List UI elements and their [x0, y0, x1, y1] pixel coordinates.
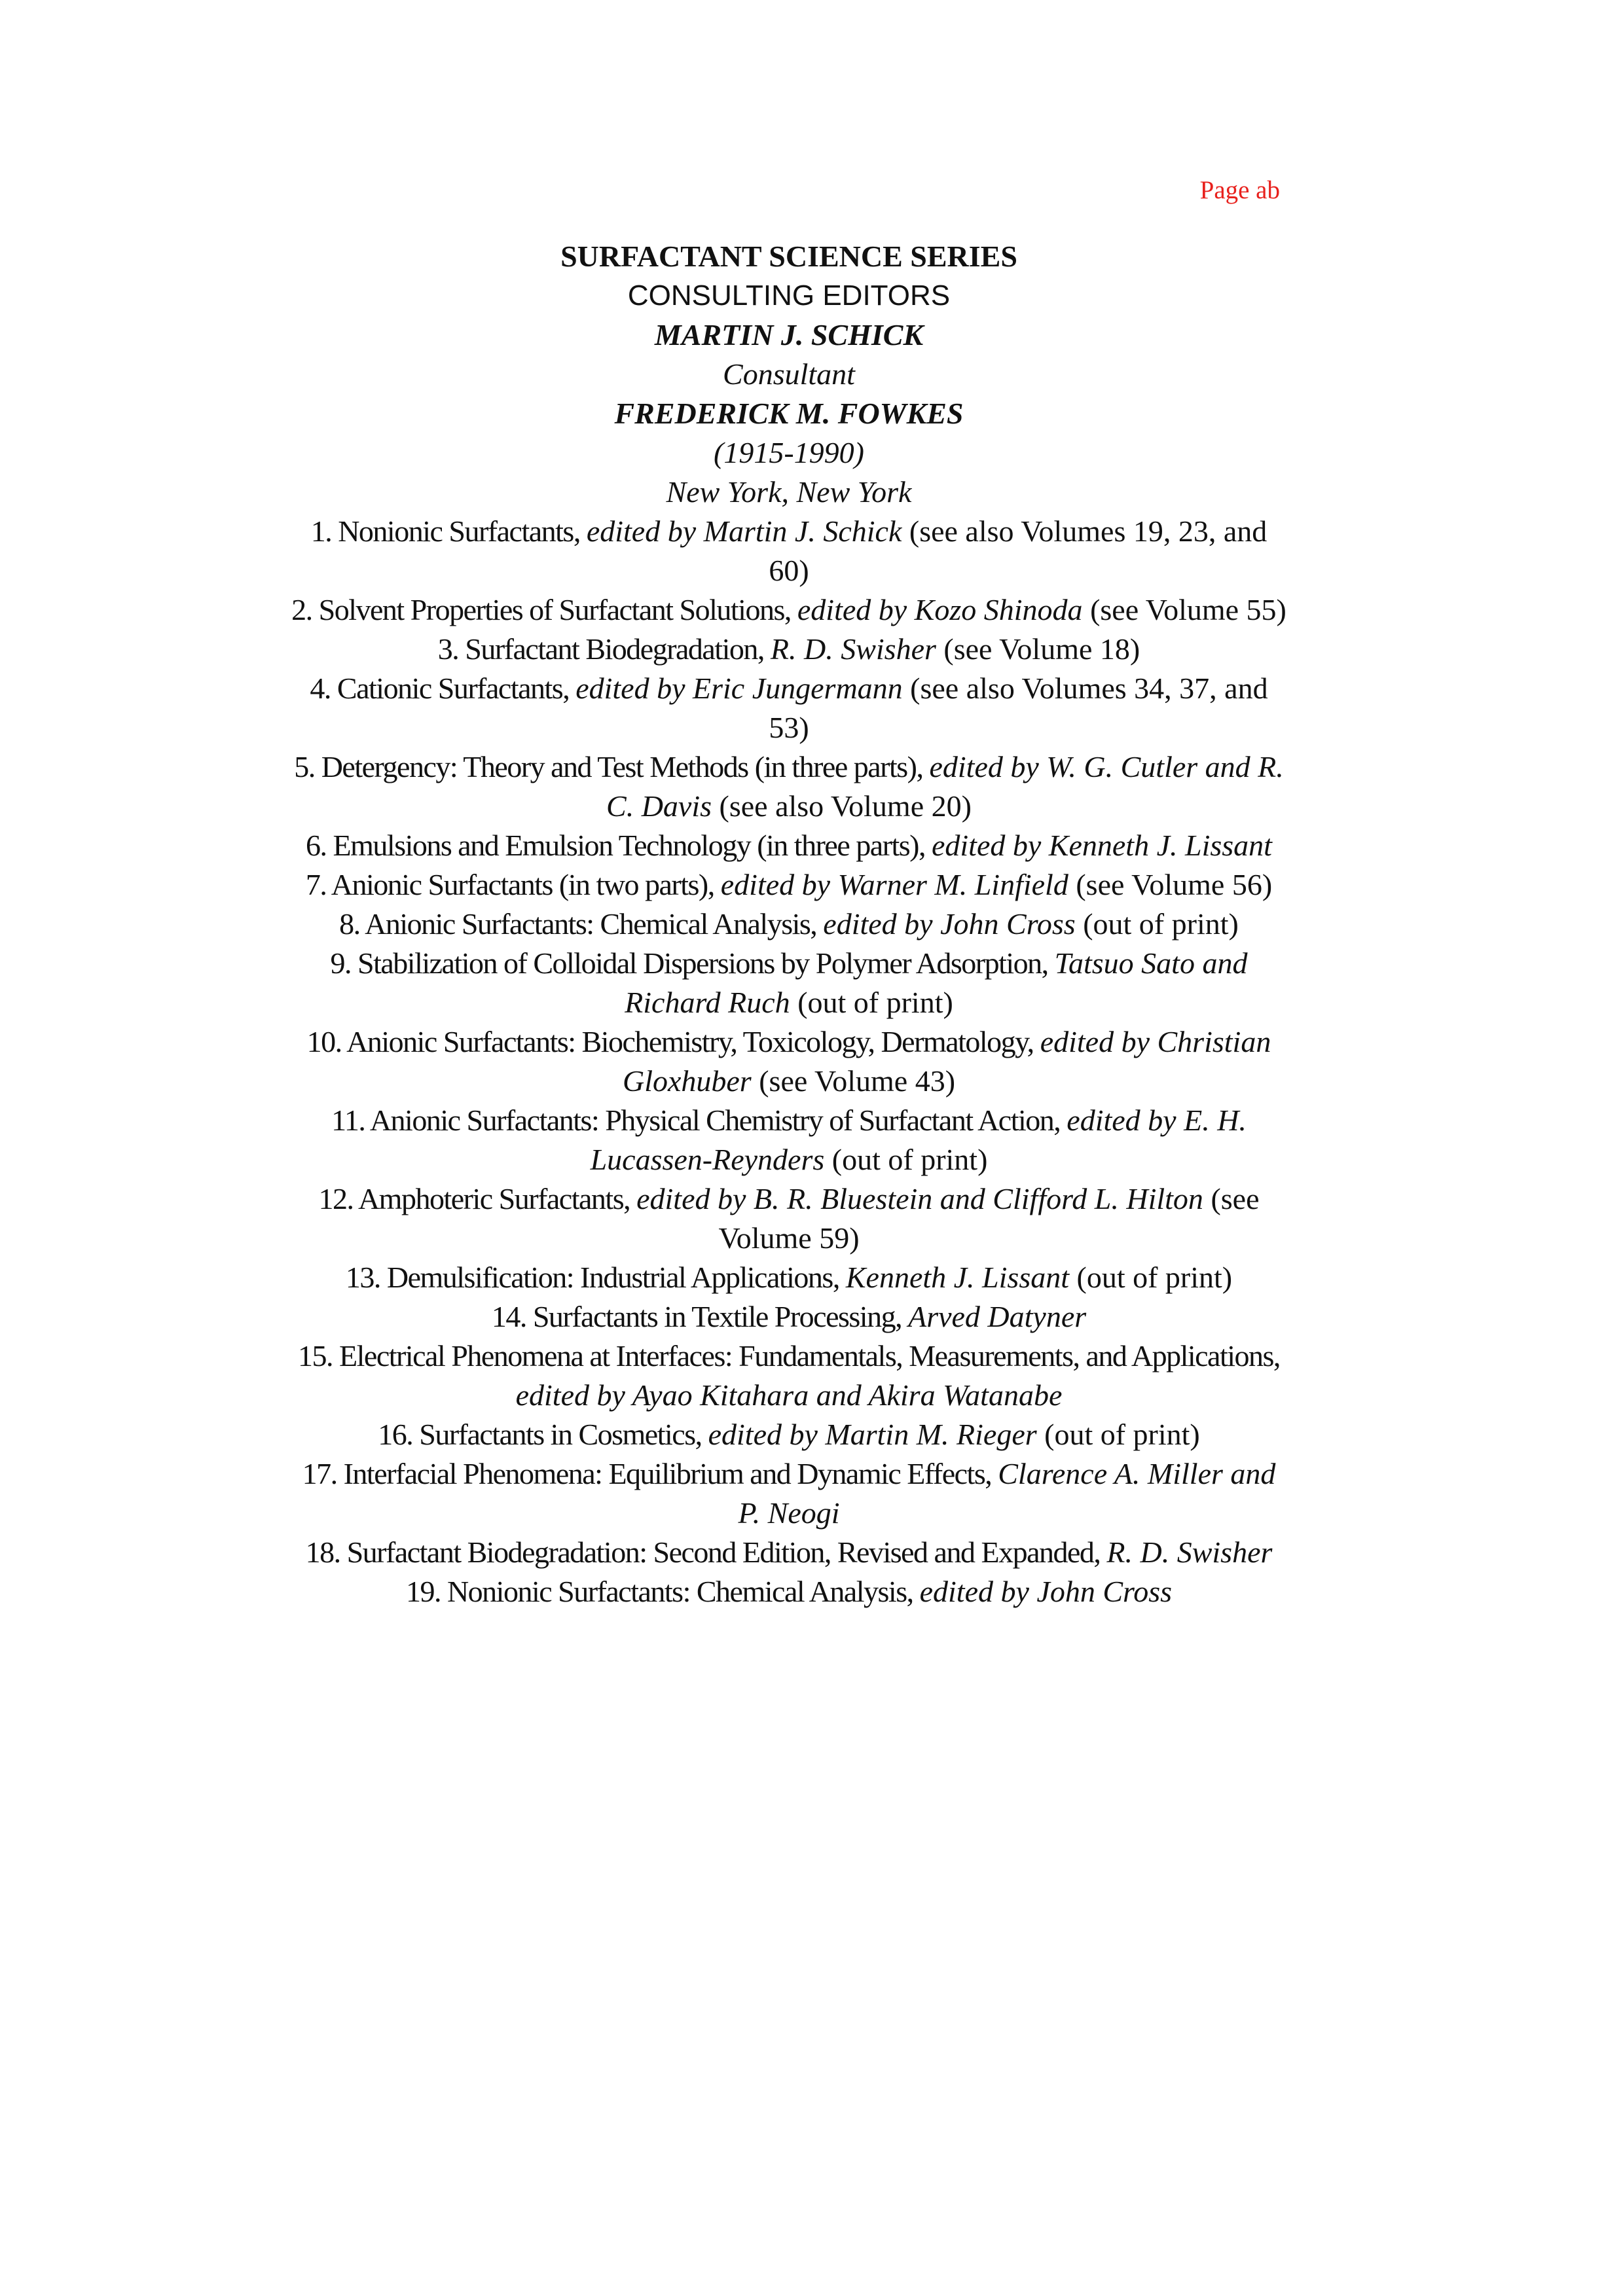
editor-name-schick: MARTIN J. SCHICK — [654, 318, 924, 351]
volume-note: (see also Volumes 34, 37, and 53) — [769, 672, 1268, 744]
volume-note: (see Volume 59) — [718, 1182, 1260, 1255]
volume-editor: edited by Eric Jungermann — [575, 672, 903, 705]
volume-note: (see Volume 55) — [1082, 593, 1286, 626]
volume-editor: edited by Kenneth J. Lissant — [931, 829, 1272, 862]
volume-title: 5. Detergency: Theory and Test Methods (in three parts), — [294, 750, 930, 783]
volume-entry — [291, 905, 1286, 944]
volume-editor: edited by John Cross — [919, 1575, 1173, 1608]
volume-entry — [291, 512, 1286, 590]
volume-editor: edited by Kozo Shinoda — [797, 593, 1083, 626]
volume-title: 11. Anionic Surfactants: Physical Chemistry of Surfactant Action, — [331, 1103, 1067, 1137]
volume-title: 1. Nonionic Surfactants, — [310, 514, 587, 548]
volume-title: 17. Interfacial Phenomena: Equilibrium and Dynamic Effects, — [302, 1457, 998, 1490]
volume-entry — [291, 1415, 1286, 1454]
volume-note: (see also Volumes 19, 23, and 60) — [769, 514, 1267, 587]
volume-entry — [291, 1572, 1286, 1611]
volume-entry — [291, 944, 1286, 1022]
volume-editor: Kenneth J. Lissant — [845, 1261, 1070, 1294]
volume-editor: R. D. Swisher — [1106, 1535, 1273, 1569]
volume-title: 19. Nonionic Surfactants: Chemical Analysis, — [405, 1575, 920, 1608]
volume-note: (see also Volume 20) — [712, 789, 972, 823]
editor-name-fowkes: FREDERICK M. FOWKES — [614, 397, 964, 430]
editor-location: New York, New York — [666, 475, 912, 509]
volume-title: 2. Solvent Properties of Surfactant Solutions, — [291, 593, 797, 626]
volume-entry — [291, 1454, 1286, 1533]
series-title: SURFACTANT SCIENCE SERIES — [560, 240, 1017, 273]
volume-title: 15. Electrical Phenomena at Interfaces: Fundamentals, Measurements, and Applications, — [298, 1339, 1280, 1372]
volume-title: 10. Anionic Surfactants: Biochemistry, Toxicology, Dermatology, — [306, 1025, 1040, 1058]
volume-editor: edited by John Cross — [823, 907, 1076, 941]
volume-entry — [291, 1179, 1286, 1258]
volume-entry — [291, 826, 1286, 865]
volume-title: 12. Amphoteric Surfactants, — [318, 1182, 637, 1215]
volume-entry — [291, 1022, 1286, 1101]
volume-note: (out of print) — [824, 1143, 988, 1176]
volume-editor: edited by Martin M. Rieger — [708, 1418, 1037, 1451]
volume-editor: Clarence A. Miller and P. Neogi — [738, 1457, 1276, 1530]
volume-entry — [291, 1533, 1286, 1572]
volume-list — [291, 512, 1286, 1611]
volume-title: 6. Emulsions and Emulsion Technology (in three parts), — [306, 829, 932, 862]
consulting-editors-label: CONSULTING EDITORS — [627, 279, 951, 312]
volume-editor: R. D. Swisher — [770, 632, 936, 666]
volume-editor: edited by Martin J. Schick — [586, 514, 902, 548]
volume-entry — [291, 865, 1286, 905]
volume-title: 18. Surfactant Biodegradation: Second Edition, Revised and Expanded, — [305, 1535, 1107, 1569]
volume-entry — [291, 1297, 1286, 1336]
volume-editor: edited by Ayao Kitahara and Akira Watanabe — [515, 1378, 1063, 1412]
series-page — [291, 237, 1286, 1611]
volume-entry — [291, 630, 1286, 669]
volume-entry — [291, 590, 1286, 630]
volume-title: 16. Surfactants in Cosmetics, — [378, 1418, 708, 1451]
volume-title: 14. Surfactants in Textile Processing, — [491, 1300, 909, 1333]
volume-entry — [291, 1336, 1286, 1415]
volume-entry — [291, 747, 1286, 826]
editor-dates-fowkes: (1915-1990) — [714, 436, 864, 469]
volume-title: 3. Surfactant Biodegradation, — [437, 632, 771, 666]
editor-role-consultant: Consultant — [723, 357, 855, 391]
volume-note: (out of print) — [1036, 1418, 1200, 1451]
volume-note: (see Volume 43) — [751, 1064, 956, 1098]
volume-title: 4. Cationic Surfactants, — [310, 672, 576, 705]
volume-entry — [291, 669, 1286, 747]
volume-entry — [291, 1258, 1286, 1297]
volume-editor: edited by Warner M. Linfield — [720, 868, 1068, 901]
volume-note: (see Volume 56) — [1068, 868, 1273, 901]
volume-editor: Arved Datyner — [908, 1300, 1087, 1333]
volume-note: (out of print) — [790, 986, 953, 1019]
volume-note: (see Volume 18) — [936, 632, 1140, 666]
volume-note: (out of print) — [1075, 907, 1239, 941]
volume-title: 7. Anionic Surfactants (in two parts), — [305, 868, 721, 901]
volume-editor: edited by W. G. Cutler and R. C. Davis — [606, 750, 1284, 823]
volume-note: (out of print) — [1069, 1261, 1233, 1294]
volume-editor: edited by Christian Gloxhuber — [622, 1025, 1271, 1098]
volume-entry — [291, 1101, 1286, 1179]
volume-title: 9. Stabilization of Colloidal Dispersions by Polymer Adsorption, — [330, 946, 1055, 980]
volume-editor: edited by E. H. Lucassen-Reynders — [590, 1103, 1247, 1176]
page-marker: Page ab — [1199, 176, 1280, 204]
volume-editor: Tatsuo Sato and Richard Ruch — [625, 946, 1248, 1019]
volume-title: 8. Anionic Surfactants: Chemical Analysis, — [339, 907, 824, 941]
volume-title: 13. Demulsification: Industrial Applications, — [345, 1261, 846, 1294]
volume-editor: edited by B. R. Bluestein and Clifford L. Hilton — [636, 1182, 1203, 1215]
